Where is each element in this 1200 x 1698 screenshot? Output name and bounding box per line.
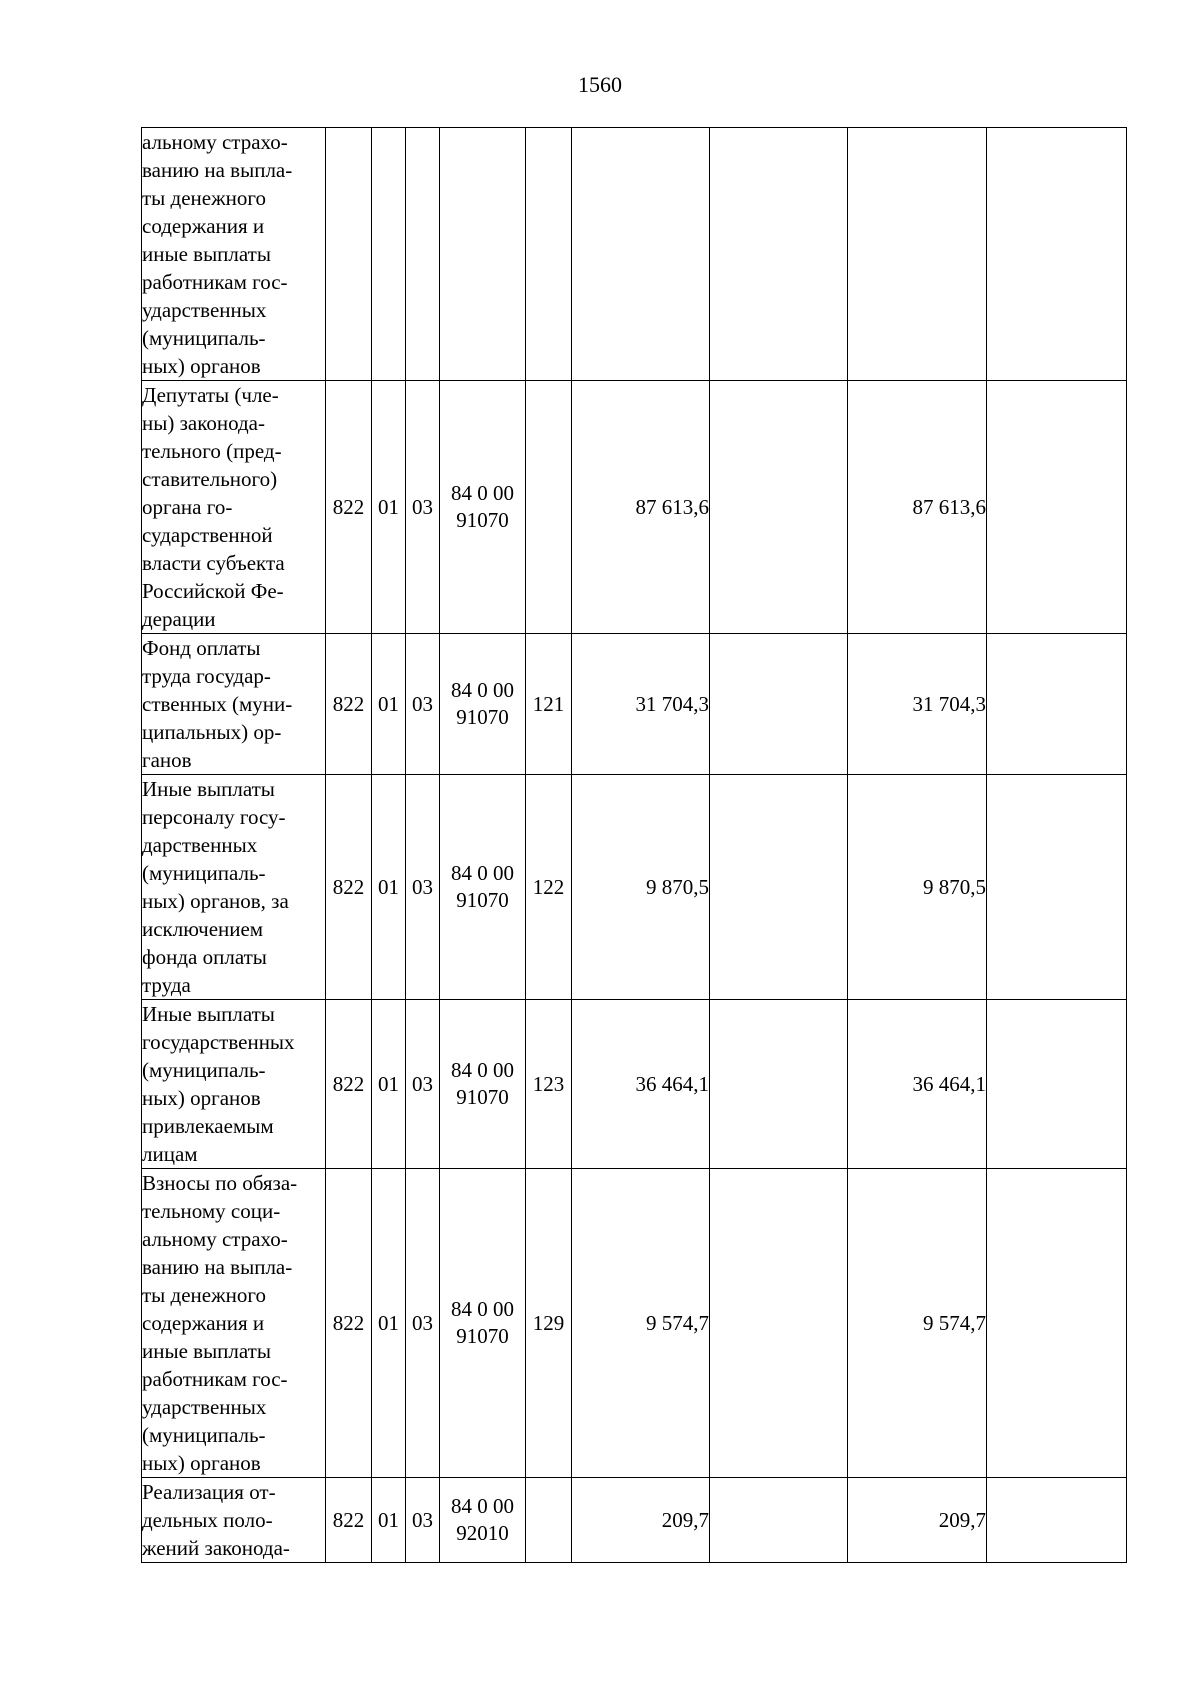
budget-table bbox=[141, 127, 1127, 1563]
expense-name-cell bbox=[142, 128, 326, 381]
amount-total-cell: 31 704,3 bbox=[848, 634, 987, 775]
amount-cell bbox=[572, 128, 710, 381]
expense-name-line: ты денежного bbox=[142, 186, 266, 210]
target-article-line: 91070 bbox=[456, 508, 509, 532]
amount-cell: 9 574,7 bbox=[572, 1169, 710, 1478]
empty-last-cell bbox=[987, 128, 1127, 381]
grbs-code-cell: 822 bbox=[326, 775, 372, 1000]
subsection-code-cell: 03 bbox=[406, 1169, 440, 1478]
table-row bbox=[142, 1478, 1127, 1563]
expense-name-line: дерации bbox=[142, 607, 216, 631]
target-article-cell bbox=[440, 1000, 526, 1169]
expense-name-line: работникам гос- bbox=[142, 1367, 288, 1391]
table-row bbox=[142, 634, 1127, 775]
section-code-cell bbox=[372, 128, 406, 381]
empty-last-cell bbox=[987, 775, 1127, 1000]
expense-name-cell bbox=[142, 1000, 326, 1169]
expense-name-line: (муниципаль- bbox=[142, 1058, 266, 1082]
target-article-cell bbox=[440, 1169, 526, 1478]
empty-amount-cell bbox=[710, 1000, 848, 1169]
amount-cell: 209,7 bbox=[572, 1478, 710, 1563]
subsection-code-cell: 03 bbox=[406, 1000, 440, 1169]
target-article-cell bbox=[440, 381, 526, 634]
amount-total-cell: 9 870,5 bbox=[848, 775, 987, 1000]
expense-name-line: ганов bbox=[142, 748, 192, 772]
expense-name-line: ных) органов, за bbox=[142, 889, 289, 913]
expense-name-line: исключением bbox=[142, 917, 264, 941]
target-article-line: 84 0 00 bbox=[451, 1297, 514, 1321]
target-article-line: 84 0 00 bbox=[451, 1494, 514, 1518]
page-number: 1560 bbox=[578, 72, 622, 97]
expense-name-line: жений законода- bbox=[142, 1536, 290, 1560]
empty-last-cell bbox=[987, 381, 1127, 634]
subsection-code-cell: 03 bbox=[406, 1478, 440, 1563]
expense-name-line: труда bbox=[142, 973, 191, 997]
expense-name-line: ных) органов bbox=[142, 1086, 261, 1110]
subsection-code-cell: 03 bbox=[406, 634, 440, 775]
expense-name-cell bbox=[142, 775, 326, 1000]
table-row bbox=[142, 775, 1127, 1000]
expense-name-line: органа го- bbox=[142, 495, 233, 519]
expense-name-cell bbox=[142, 1169, 326, 1478]
amount-cell: 31 704,3 bbox=[572, 634, 710, 775]
expense-name-line: ны) законода- bbox=[142, 411, 265, 435]
section-code-cell: 01 bbox=[372, 634, 406, 775]
amount-total-cell: 209,7 bbox=[848, 1478, 987, 1563]
section-code-cell: 01 bbox=[372, 775, 406, 1000]
expense-name-line: дарственных bbox=[142, 833, 258, 857]
expense-name-line: ных) органов bbox=[142, 354, 261, 378]
target-article-cell bbox=[440, 1478, 526, 1563]
expense-name-line: Иные выплаты bbox=[142, 1002, 275, 1026]
empty-amount-cell bbox=[710, 775, 848, 1000]
expense-name-line: лицам bbox=[142, 1142, 198, 1166]
empty-last-cell bbox=[987, 1478, 1127, 1563]
table-body bbox=[142, 128, 1127, 1563]
expense-name-line: тельному соци- bbox=[142, 1199, 281, 1223]
target-article-cell bbox=[440, 128, 526, 381]
amount-total-cell: 36 464,1 bbox=[848, 1000, 987, 1169]
expense-name-line: тельного (пред- bbox=[142, 439, 282, 463]
section-code-cell: 01 bbox=[372, 1000, 406, 1169]
amount-cell: 87 613,6 bbox=[572, 381, 710, 634]
expense-name-line: ванию на выпла- bbox=[142, 158, 293, 182]
expense-name-line: Взносы по обяза- bbox=[142, 1171, 298, 1195]
expense-name-line: ных) органов bbox=[142, 1451, 261, 1475]
grbs-code-cell: 822 bbox=[326, 1000, 372, 1169]
expense-name-line: ставительного) bbox=[142, 467, 278, 491]
expense-name-line: персоналу госу- bbox=[142, 805, 286, 829]
subsection-code-cell: 03 bbox=[406, 381, 440, 634]
expense-name-line: государственных bbox=[142, 1030, 295, 1054]
target-article-line: 84 0 00 bbox=[451, 1058, 514, 1082]
grbs-code-cell: 822 bbox=[326, 634, 372, 775]
expense-name-line: труда государ- bbox=[142, 664, 271, 688]
expense-type-cell bbox=[526, 381, 572, 634]
expense-name-line: иные выплаты bbox=[142, 1339, 271, 1363]
expense-name-line: дельных поло- bbox=[142, 1508, 273, 1532]
expense-name-line: ванию на выпла- bbox=[142, 1255, 293, 1279]
subsection-code-cell: 03 bbox=[406, 775, 440, 1000]
table-row bbox=[142, 128, 1127, 381]
expense-type-cell: 129 bbox=[526, 1169, 572, 1478]
empty-last-cell bbox=[987, 1169, 1127, 1478]
amount-total-cell: 9 574,7 bbox=[848, 1169, 987, 1478]
expense-type-cell bbox=[526, 128, 572, 381]
empty-amount-cell bbox=[710, 381, 848, 634]
table-row bbox=[142, 1000, 1127, 1169]
target-article-line: 91070 bbox=[456, 888, 509, 912]
target-article-line: 84 0 00 bbox=[451, 678, 514, 702]
expense-name-line: содержания и bbox=[142, 1311, 265, 1335]
grbs-code-cell: 822 bbox=[326, 1478, 372, 1563]
expense-name-line: сударственной bbox=[142, 523, 273, 547]
amount-cell: 9 870,5 bbox=[572, 775, 710, 1000]
amount-total-cell: 87 613,6 bbox=[848, 381, 987, 634]
expense-name-line: иные выплаты bbox=[142, 242, 271, 266]
target-article-line: 91070 bbox=[456, 705, 509, 729]
expense-type-cell: 122 bbox=[526, 775, 572, 1000]
expense-name-cell bbox=[142, 1478, 326, 1563]
expense-name-cell bbox=[142, 381, 326, 634]
expense-name-line: содержания и bbox=[142, 214, 265, 238]
section-code-cell: 01 bbox=[372, 1169, 406, 1478]
target-article-line: 91070 bbox=[456, 1324, 509, 1348]
expense-name-line: привлекаемым bbox=[142, 1114, 274, 1138]
expense-name-line: ственных (муни- bbox=[142, 692, 293, 716]
section-code-cell: 01 bbox=[372, 1478, 406, 1563]
expense-name-line: Российской Фе- bbox=[142, 579, 284, 603]
grbs-code-cell: 822 bbox=[326, 1169, 372, 1478]
expense-name-line: работникам гос- bbox=[142, 270, 288, 294]
expense-name-cell bbox=[142, 634, 326, 775]
target-article-cell bbox=[440, 775, 526, 1000]
empty-last-cell bbox=[987, 634, 1127, 775]
expense-name-line: ты денежного bbox=[142, 1283, 266, 1307]
expense-name-line: (муниципаль- bbox=[142, 861, 266, 885]
empty-amount-cell bbox=[710, 634, 848, 775]
expense-name-line: ударственных bbox=[142, 1395, 267, 1419]
expense-type-cell bbox=[526, 1478, 572, 1563]
expense-name-line: ципальных) ор- bbox=[142, 720, 282, 744]
expense-name-line: фонда оплаты bbox=[142, 945, 267, 969]
expense-name-line: Реализация от- bbox=[142, 1480, 276, 1504]
empty-amount-cell bbox=[710, 1169, 848, 1478]
empty-last-cell bbox=[987, 1000, 1127, 1169]
expense-name-line: альному страхо- bbox=[142, 130, 288, 154]
target-article-line: 84 0 00 bbox=[451, 481, 514, 505]
expense-name-line: Иные выплаты bbox=[142, 777, 275, 801]
empty-amount-cell bbox=[710, 128, 848, 381]
table-row bbox=[142, 381, 1127, 634]
expense-name-line: (муниципаль- bbox=[142, 326, 266, 350]
expense-name-line: (муниципаль- bbox=[142, 1423, 266, 1447]
target-article-line: 84 0 00 bbox=[451, 861, 514, 885]
grbs-code-cell: 822 bbox=[326, 381, 372, 634]
expense-name-line: ударственных bbox=[142, 298, 267, 322]
target-article-line: 92010 bbox=[456, 1521, 509, 1545]
expense-name-line: Фонд оплаты bbox=[142, 636, 261, 660]
expense-name-line: альному страхо- bbox=[142, 1227, 288, 1251]
target-article-cell bbox=[440, 634, 526, 775]
section-code-cell: 01 bbox=[372, 381, 406, 634]
empty-amount-cell bbox=[710, 1478, 848, 1563]
expense-name-line: Депутаты (чле- bbox=[142, 383, 279, 407]
grbs-code-cell bbox=[326, 128, 372, 381]
table-row bbox=[142, 1169, 1127, 1478]
expense-type-cell: 121 bbox=[526, 634, 572, 775]
subsection-code-cell bbox=[406, 128, 440, 381]
target-article-line: 91070 bbox=[456, 1085, 509, 1109]
expense-name-line: власти субъекта bbox=[142, 551, 285, 575]
expense-type-cell: 123 bbox=[526, 1000, 572, 1169]
amount-cell: 36 464,1 bbox=[572, 1000, 710, 1169]
amount-total-cell bbox=[848, 128, 987, 381]
